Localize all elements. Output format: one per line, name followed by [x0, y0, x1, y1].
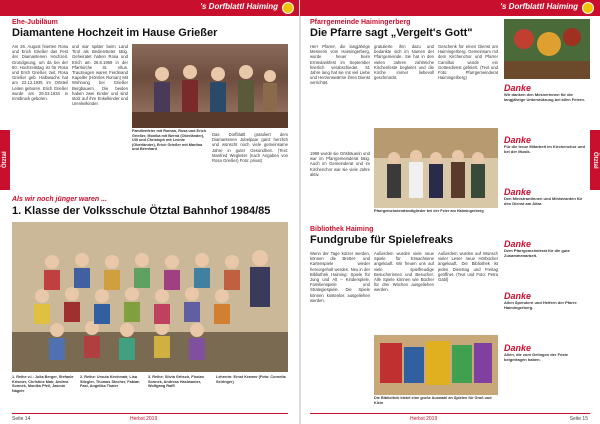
- thanks-word: Danke: [504, 187, 532, 197]
- thanks-sidebar: [504, 19, 590, 401]
- class-photo: [12, 222, 288, 372]
- article-column: Wenn der Tage kürzer werden, können die Bretter- und Kartenspiele wieder hervorgeholt werden. Neu in der Bibliothek Haiming: Spiele für Jung und Alt – Kinderspiele, Familienspiele und Strategiespiele. Die Spiele können kostenlos ausgeliehen werden.: [310, 251, 370, 303]
- side-tab: Ötztal: [0, 130, 10, 190]
- article-kicker: Bibliothek Haiming: [310, 226, 374, 233]
- photo-caption: Lehrerin: Ernst Kramer (Foto: Cornelia Seiringer): [216, 375, 286, 384]
- photo-caption: Die Bibliothek bietet eine große Auswahl an Spielen für Groß und Klein: [374, 396, 492, 405]
- thanks-block: [504, 83, 590, 103]
- article-column: Außerdem wurden auf Wunsch vieler Leser neue Hörbücher angekauft. Die Bibliothek ist jeden Dienstag und Freitag geöffnet. (Text und Foto: Petra Gabl): [438, 251, 498, 283]
- thanks-word: Danke: [504, 343, 532, 353]
- thanks-text: Für die treue Mitarbeit im Kirchenchor und bei der Musik.: [504, 144, 585, 154]
- photo-caption: 3. Reihe: Silvia Gritsch, Florian Sonnek, Andreas Haslwanter, Wolfgang Raffl: [148, 375, 204, 389]
- thanks-text: Allen Spendern und Helfern der Pfarre Haimingerberg.: [504, 300, 577, 310]
- thanks-text: Allen, die zum Gelingen der Feste beigetragen haben.: [504, 352, 569, 362]
- right-page: [300, 0, 600, 424]
- thanks-word: Danke: [504, 135, 532, 145]
- side-tab: Ötztal: [590, 130, 600, 190]
- logo-icon: [282, 2, 294, 14]
- article-kicker: Pfarrgemeinde Haimingerberg: [310, 19, 411, 26]
- article-column: Außerdem wurden viele neue Spiele für Erwachsene angekauft. Wir freuen uns auf viele spielfreudige Besucherinnen und Besucher. Alle Spiele können wie Bücher für drei Wochen ausgeliehen werden.: [374, 251, 434, 293]
- article-headline: 1. Klasse der Volksschule Ötztal Bahnhof 1984/85: [12, 205, 271, 217]
- photo-caption: 2. Reihe: Ursula Kirchmair, Lisa Stiegler, Thomas Stecher, Fabian Fast, Angelika Thaler: [80, 375, 140, 389]
- article-headline: Diamantene Hochzeit im Hause Grießer: [12, 27, 218, 39]
- photo-caption: 1. Reihe v.l.: Julia Berger, Stefanie Krismer, Christine Mair, Andrea Sonnek, Monika Pfeil, Jasmin Nagele: [12, 375, 74, 393]
- photo-caption: Pfarrgemeinderatsmitglieder bei der Feier am Haimingerberg: [374, 209, 484, 213]
- thanks-text: Den Ministrantinnen und Ministranten für den Dienst am Altar.: [504, 196, 583, 206]
- article-column: Am 26. August feierten Rosa und Erich Grießer das Fest der Diamantenen Hochzeit. Grundgeung, um da bei der 60. Hochzeitstag ist für Rosa und Erich Grießer, zeit, Rosa Grießer geb. Halbwachs hat am 23.12.1935 im Ortsteil Leiten geboren. Erich Grießer wurde am 29.03.1934 in Innsbruck geboren.: [12, 44, 68, 102]
- article-headline: Fundgrube für Spielefreaks: [310, 234, 454, 246]
- page-number: Seite 15: [569, 416, 588, 422]
- photo-caption: Familienfeier mit Roman, Rosa und Erich Grießer, Monika mit Bernd (Oberländer), Ulli und Christoph mit Leonie (Oberländer), Erich Grießer mit Martina und Bernhard: [132, 129, 207, 152]
- article-headline: Die Pfarre sagt „Vergelt's Gott": [310, 27, 473, 39]
- thanks-block: [504, 135, 590, 155]
- edition-label: Herbst 2019: [410, 416, 438, 422]
- thanks-block: [504, 187, 590, 207]
- footer-line: [310, 413, 590, 414]
- article-column: Geschenk für einen Dienst am Haimingerberg. Gemeinsam mit dem Kirchenchor und Pfarrer Camillus wurde ein Gottesdienst gefeiert. (Text und Foto: Pfarrgemeinderat Haimingerberg): [438, 44, 498, 81]
- games-photo: [374, 335, 498, 395]
- article-column: 1999 wurde sie Ortsbäuerin und war im Pfarrgemeinderat tätig. Auch im Gemeinderat und im Kirchenchor war sie viele Jahre aktiv.: [310, 151, 370, 177]
- article-kicker: Ehe-Jubiläum: [12, 19, 58, 26]
- thanks-word: Danke: [504, 239, 532, 249]
- thanks-word: Danke: [504, 291, 532, 301]
- header-title: 's Dorfblattl Haiming: [500, 2, 578, 11]
- thanks-block: [504, 343, 590, 363]
- logo-icon: [582, 2, 594, 14]
- footer-line: [12, 413, 288, 414]
- article-column: Herr Pfarrer, die langjährige Mesnerin vom Haimingerberg, wurde heuer beim Erntedankfest im September feierlich verabschiedet. 51 Jahre lang hat sie mit viel Liebe und Herzenswärme ihren Dienst verrichtet.: [310, 44, 370, 86]
- article-column: und war später beim Land Tirol als Bediensteter tätig. Geheiratet haben Rosa und Erich am 26.8.1959 in der Pfarrkirche St. Vitus. Trauzeugen waren Ferdinand Kapeller (Hörnles Roman) Mit Wohnung bei Grießer Bergbauern. Die beiden haben zwei Kinder und sind stolz auf ihre Enkelkinder und Urenkelkinder.: [72, 44, 128, 107]
- header-title: 's Dorfblattl Haiming: [200, 2, 278, 11]
- article-column: Das Dorfblattl gratuliert dem Diamantenen Jubelpaar ganz herzlich und wünscht noch viele gemeinsame Jahre in guter Gesundheit. (Text: Manfred Wegleiter (nach Angaben von Rosa Grießer) Foto: privat): [212, 132, 288, 164]
- family-photo: [132, 44, 288, 128]
- article-column: gratulierte ihm dazu und bedankte sich im Namen der Pfarrgemeinde. Sie hat in den vielen Jahren zahlreiche Kirchenfeste begleitet und die Kirche immer liebevoll geschmückt.: [374, 44, 434, 81]
- thanks-word: Danke: [504, 83, 532, 93]
- thanks-block: [504, 291, 590, 311]
- article-kicker: Als wir noch jünger waren ...: [12, 196, 107, 203]
- thanks-text: Dem Pfarrgemeinderat für die gute Zusammenarbeit.: [504, 248, 570, 258]
- thanks-block: [504, 239, 590, 259]
- thanks-text: Wir danken den Mesnerinnen für die langjährige Unterstützung bei allen Feiern.: [504, 92, 585, 102]
- sidebar-photo: [504, 19, 590, 79]
- edition-label: Herbst 2019: [130, 416, 158, 422]
- church-photo: [374, 128, 498, 208]
- page-number: Seite 14: [12, 416, 31, 422]
